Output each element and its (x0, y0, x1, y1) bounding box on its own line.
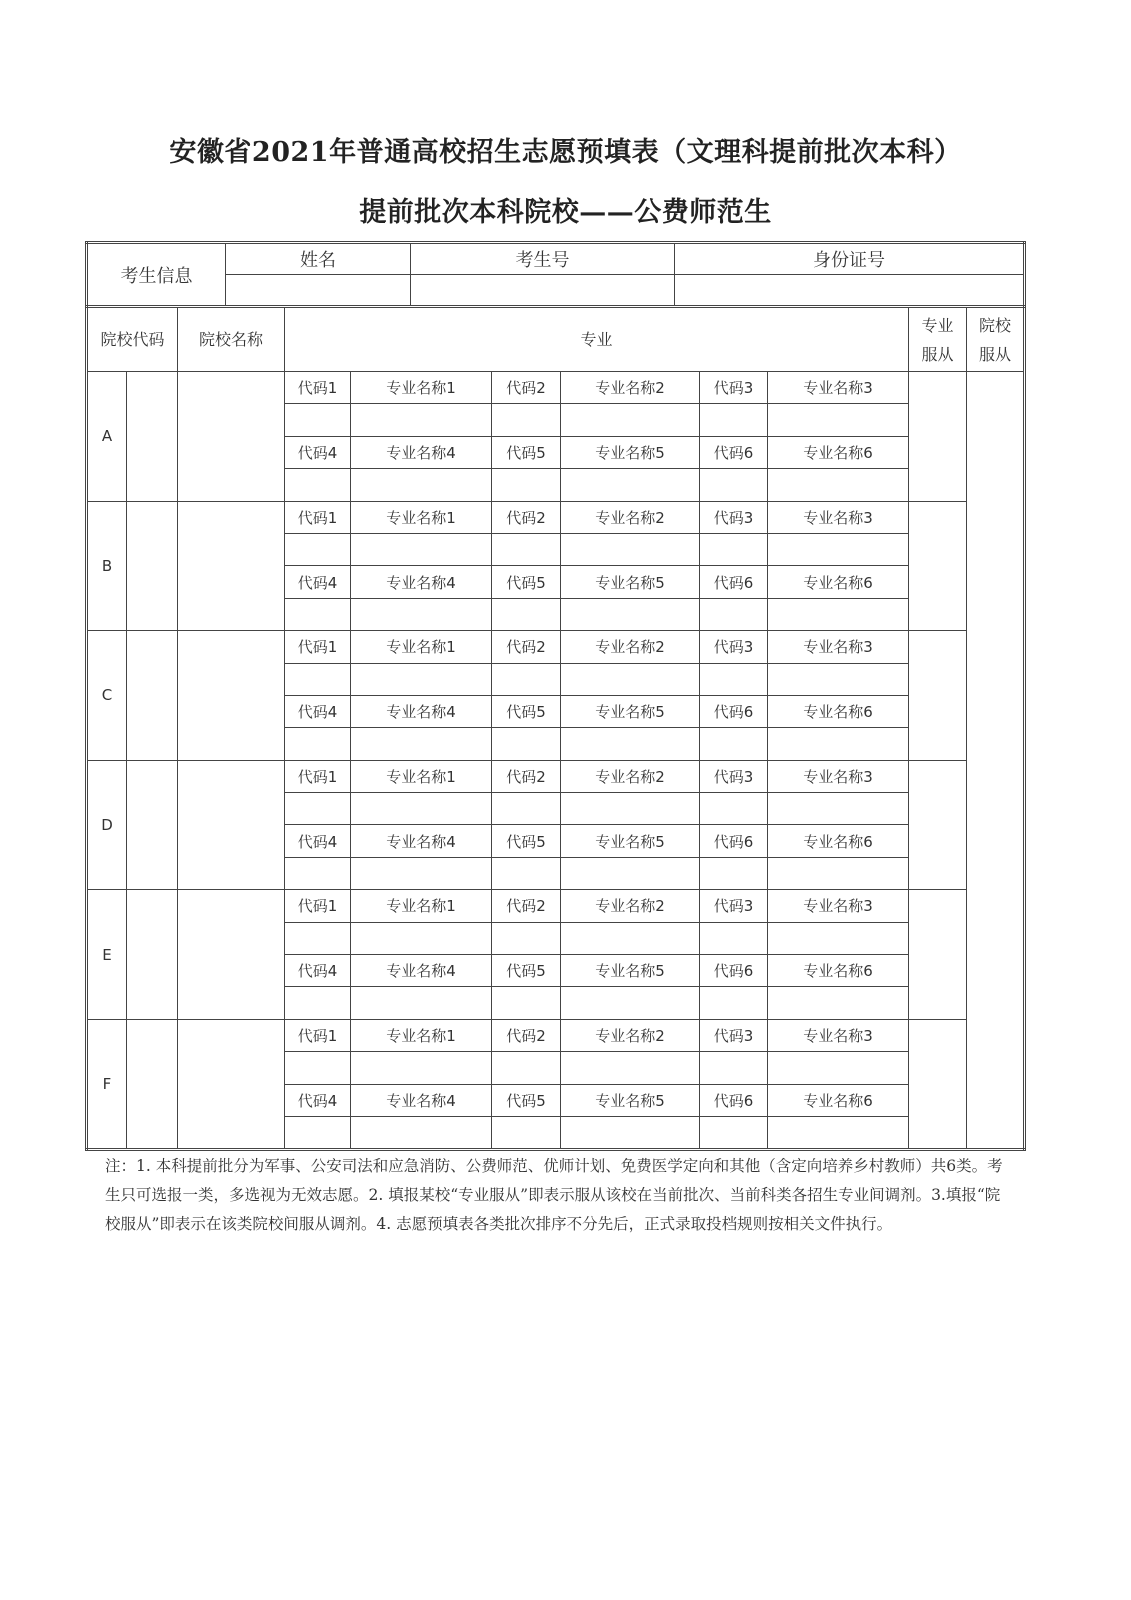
major-column-label: 专业名称2 (561, 890, 700, 922)
major-obey-field[interactable] (909, 760, 967, 890)
major-field[interactable] (492, 857, 561, 889)
major-field[interactable] (285, 1052, 351, 1084)
school-code-field[interactable] (127, 1019, 178, 1150)
major-field[interactable] (768, 404, 909, 436)
major-field[interactable] (700, 663, 768, 695)
major-column-label: 专业名称1 (351, 501, 492, 533)
major-column-label: 代码2 (492, 631, 561, 663)
major-obey-field[interactable] (909, 372, 967, 502)
major-column-label: 代码4 (285, 566, 351, 598)
major-field[interactable] (492, 533, 561, 565)
major-column-label: 代码6 (700, 566, 768, 598)
major-column-label: 代码1 (285, 501, 351, 533)
id-no-field[interactable] (675, 275, 1025, 307)
major-column-label: 代码4 (285, 436, 351, 468)
major-field[interactable] (700, 1052, 768, 1084)
major-column-label: 专业名称1 (351, 631, 492, 663)
major-field[interactable] (351, 533, 492, 565)
page-title: 安徽省2021年普通高校招生志愿预填表（文理科提前批次本科） (169, 137, 962, 168)
major-field[interactable] (351, 793, 492, 825)
major-column-label: 专业名称6 (768, 695, 909, 727)
major-obey-field[interactable] (909, 501, 967, 631)
major-field[interactable] (561, 598, 700, 630)
major-column-label: 代码4 (285, 825, 351, 857)
major-column-label: 专业名称4 (351, 955, 492, 987)
major-field[interactable] (285, 987, 351, 1019)
major-column-label: 专业名称5 (561, 436, 700, 468)
major-field[interactable] (561, 987, 700, 1019)
major-field[interactable] (285, 1116, 351, 1149)
school-code-field[interactable] (127, 501, 178, 631)
major-field[interactable] (351, 469, 492, 501)
major-column-label: 专业名称3 (768, 631, 909, 663)
major-column-label: 专业名称4 (351, 1084, 492, 1116)
major-field[interactable] (492, 793, 561, 825)
major-column-label: 专业名称3 (768, 372, 909, 404)
major-field[interactable] (700, 598, 768, 630)
major-field[interactable] (700, 922, 768, 954)
major-column-label: 代码5 (492, 695, 561, 727)
major-field[interactable] (768, 793, 909, 825)
school-code-field[interactable] (127, 631, 178, 761)
school-code-header: 院校代码 (87, 307, 178, 372)
major-column-label: 专业名称3 (768, 501, 909, 533)
major-field[interactable] (700, 728, 768, 760)
major-column-label: 代码3 (700, 760, 768, 792)
exam-no-field[interactable] (411, 275, 675, 307)
major-column-label: 代码4 (285, 1084, 351, 1116)
major-obey-field[interactable] (909, 631, 967, 761)
major-field[interactable] (561, 404, 700, 436)
footnote: 注：1. 本科提前批分为军事、公安司法和应急消防、公费师范、优师计划、免费医学定向和其他（含定向培养乡村教师）共6类。考生只可选报一类，多选视为无效志愿。2. 填报某校“专业服从”即表示服从该校在当前批次、当前科类各招生专业间调剂。3.填报“院校服从”即表示在该类院校间服从调剂。4. 志愿预填表各类批次排序不分先后，正式录取投档规则按相关文件执行。 (105, 1157, 1003, 1233)
major-field[interactable] (561, 857, 700, 889)
table-row (87, 372, 1025, 404)
major-obey-field[interactable] (909, 1019, 967, 1150)
table-row (87, 1019, 1025, 1051)
major-field[interactable] (492, 404, 561, 436)
major-field[interactable] (285, 469, 351, 501)
major-column-label: 代码2 (492, 890, 561, 922)
major-field[interactable] (700, 404, 768, 436)
major-field[interactable] (492, 598, 561, 630)
school-name-header: 院校名称 (178, 307, 285, 372)
major-column-label: 代码3 (700, 501, 768, 533)
major-field[interactable] (768, 533, 909, 565)
major-column-label: 专业名称5 (561, 566, 700, 598)
group-letter: A (87, 372, 127, 502)
major-field[interactable] (768, 922, 909, 954)
major-column-label: 代码3 (700, 1019, 768, 1051)
major-column-label: 专业名称5 (561, 825, 700, 857)
major-column-label: 代码1 (285, 760, 351, 792)
major-field[interactable] (492, 987, 561, 1019)
major-column-label: 代码2 (492, 760, 561, 792)
major-column-label: 代码5 (492, 436, 561, 468)
major-column-label: 代码1 (285, 1019, 351, 1051)
major-column-label: 专业名称2 (561, 1019, 700, 1051)
major-column-label: 代码6 (700, 825, 768, 857)
major-field[interactable] (768, 1116, 909, 1149)
major-field[interactable] (561, 793, 700, 825)
student-info-table (85, 241, 1026, 308)
school-obey-header: 院校服从 (967, 307, 1025, 372)
major-column-label: 代码5 (492, 1084, 561, 1116)
major-field[interactable] (561, 728, 700, 760)
page-subtitle: 提前批次本科院校——公费师范生 (359, 197, 772, 228)
major-column-label: 专业名称2 (561, 760, 700, 792)
major-field[interactable] (700, 469, 768, 501)
table-row (87, 890, 1025, 922)
major-field[interactable] (700, 987, 768, 1019)
school-code-field[interactable] (127, 372, 178, 502)
major-field[interactable] (561, 922, 700, 954)
major-field[interactable] (768, 1052, 909, 1084)
major-field[interactable] (492, 1116, 561, 1149)
major-column-label: 专业名称2 (561, 631, 700, 663)
major-field[interactable] (768, 598, 909, 630)
major-column-label: 专业名称5 (561, 1084, 700, 1116)
major-field[interactable] (700, 533, 768, 565)
major-column-label: 专业名称5 (561, 955, 700, 987)
major-column-label: 代码5 (492, 955, 561, 987)
group-letter: C (87, 631, 127, 761)
name-field[interactable] (226, 275, 411, 307)
major-field[interactable] (285, 404, 351, 436)
major-field[interactable] (285, 663, 351, 695)
major-field[interactable] (768, 987, 909, 1019)
major-column-label: 代码6 (700, 436, 768, 468)
major-field[interactable] (285, 922, 351, 954)
major-column-label: 代码3 (700, 890, 768, 922)
school-name-field[interactable] (178, 372, 285, 502)
group-letter: B (87, 501, 127, 631)
major-column-label: 专业名称3 (768, 890, 909, 922)
group-letter: F (87, 1019, 127, 1150)
major-field[interactable] (492, 922, 561, 954)
major-column-label: 专业名称6 (768, 825, 909, 857)
major-column-label: 代码1 (285, 890, 351, 922)
major-field[interactable] (768, 663, 909, 695)
major-column-label: 代码1 (285, 631, 351, 663)
major-column-label: 代码1 (285, 372, 351, 404)
major-field[interactable] (561, 533, 700, 565)
table-row (87, 501, 1025, 533)
name-label: 姓名 (226, 243, 411, 275)
group-letter: E (87, 890, 127, 1020)
major-column-label: 专业名称6 (768, 566, 909, 598)
major-field[interactable] (285, 857, 351, 889)
school-obey-field[interactable] (967, 372, 1025, 1150)
major-column-label: 代码2 (492, 1019, 561, 1051)
school-name-field[interactable] (178, 1019, 285, 1150)
exam-no-label: 考生号 (411, 243, 675, 275)
table-row (87, 631, 1025, 663)
major-field[interactable] (561, 469, 700, 501)
major-field[interactable] (768, 469, 909, 501)
major-field[interactable] (351, 598, 492, 630)
major-column-label: 专业名称1 (351, 372, 492, 404)
school-name-field[interactable] (178, 501, 285, 631)
major-field[interactable] (351, 728, 492, 760)
major-column-label: 代码2 (492, 372, 561, 404)
major-header: 专业 (285, 307, 909, 372)
major-column-label: 专业名称3 (768, 1019, 909, 1051)
major-column-label: 代码5 (492, 566, 561, 598)
major-column-label: 专业名称2 (561, 501, 700, 533)
major-column-label: 专业名称1 (351, 890, 492, 922)
major-field[interactable] (351, 404, 492, 436)
major-field[interactable] (285, 598, 351, 630)
major-field[interactable] (285, 793, 351, 825)
major-field[interactable] (492, 1052, 561, 1084)
major-column-label: 专业名称1 (351, 760, 492, 792)
school-code-field[interactable] (127, 890, 178, 1020)
major-column-label: 专业名称3 (768, 760, 909, 792)
major-column-label: 代码5 (492, 825, 561, 857)
major-field[interactable] (700, 793, 768, 825)
major-column-label: 代码2 (492, 501, 561, 533)
major-field[interactable] (492, 469, 561, 501)
major-column-label: 专业名称6 (768, 1084, 909, 1116)
major-column-label: 专业名称4 (351, 436, 492, 468)
major-column-label: 专业名称5 (561, 695, 700, 727)
major-field[interactable] (351, 663, 492, 695)
major-field[interactable] (561, 1052, 700, 1084)
major-obey-field[interactable] (909, 890, 967, 1020)
major-field[interactable] (285, 533, 351, 565)
major-column-label: 代码6 (700, 1084, 768, 1116)
id-no-label: 身份证号 (675, 243, 1025, 275)
major-field[interactable] (351, 922, 492, 954)
major-field[interactable] (285, 728, 351, 760)
major-column-label: 代码6 (700, 955, 768, 987)
major-column-label: 代码3 (700, 631, 768, 663)
major-field[interactable] (492, 663, 561, 695)
choices-table (85, 305, 1026, 1151)
major-field[interactable] (768, 857, 909, 889)
major-field[interactable] (492, 728, 561, 760)
major-field[interactable] (351, 987, 492, 1019)
major-field[interactable] (351, 857, 492, 889)
table-row (87, 760, 1025, 792)
major-column-label: 专业名称4 (351, 695, 492, 727)
student-info-label: 考生信息 (87, 243, 226, 307)
school-name-field[interactable] (178, 890, 285, 1020)
major-field[interactable] (700, 1116, 768, 1149)
major-column-label: 专业名称6 (768, 436, 909, 468)
major-column-label: 专业名称2 (561, 372, 700, 404)
major-field[interactable] (561, 663, 700, 695)
major-obey-header: 专业服从 (909, 307, 967, 372)
school-name-field[interactable] (178, 760, 285, 890)
major-column-label: 专业名称1 (351, 1019, 492, 1051)
major-column-label: 代码3 (700, 372, 768, 404)
major-column-label: 代码4 (285, 695, 351, 727)
major-field[interactable] (561, 1116, 700, 1149)
major-column-label: 专业名称4 (351, 825, 492, 857)
group-letter: D (87, 760, 127, 890)
major-column-label: 代码4 (285, 955, 351, 987)
major-column-label: 专业名称4 (351, 566, 492, 598)
school-code-field[interactable] (127, 760, 178, 890)
major-field[interactable] (351, 1116, 492, 1149)
major-field[interactable] (768, 728, 909, 760)
major-field[interactable] (700, 857, 768, 889)
school-name-field[interactable] (178, 631, 285, 761)
major-field[interactable] (351, 1052, 492, 1084)
major-column-label: 专业名称6 (768, 955, 909, 987)
major-column-label: 代码6 (700, 695, 768, 727)
